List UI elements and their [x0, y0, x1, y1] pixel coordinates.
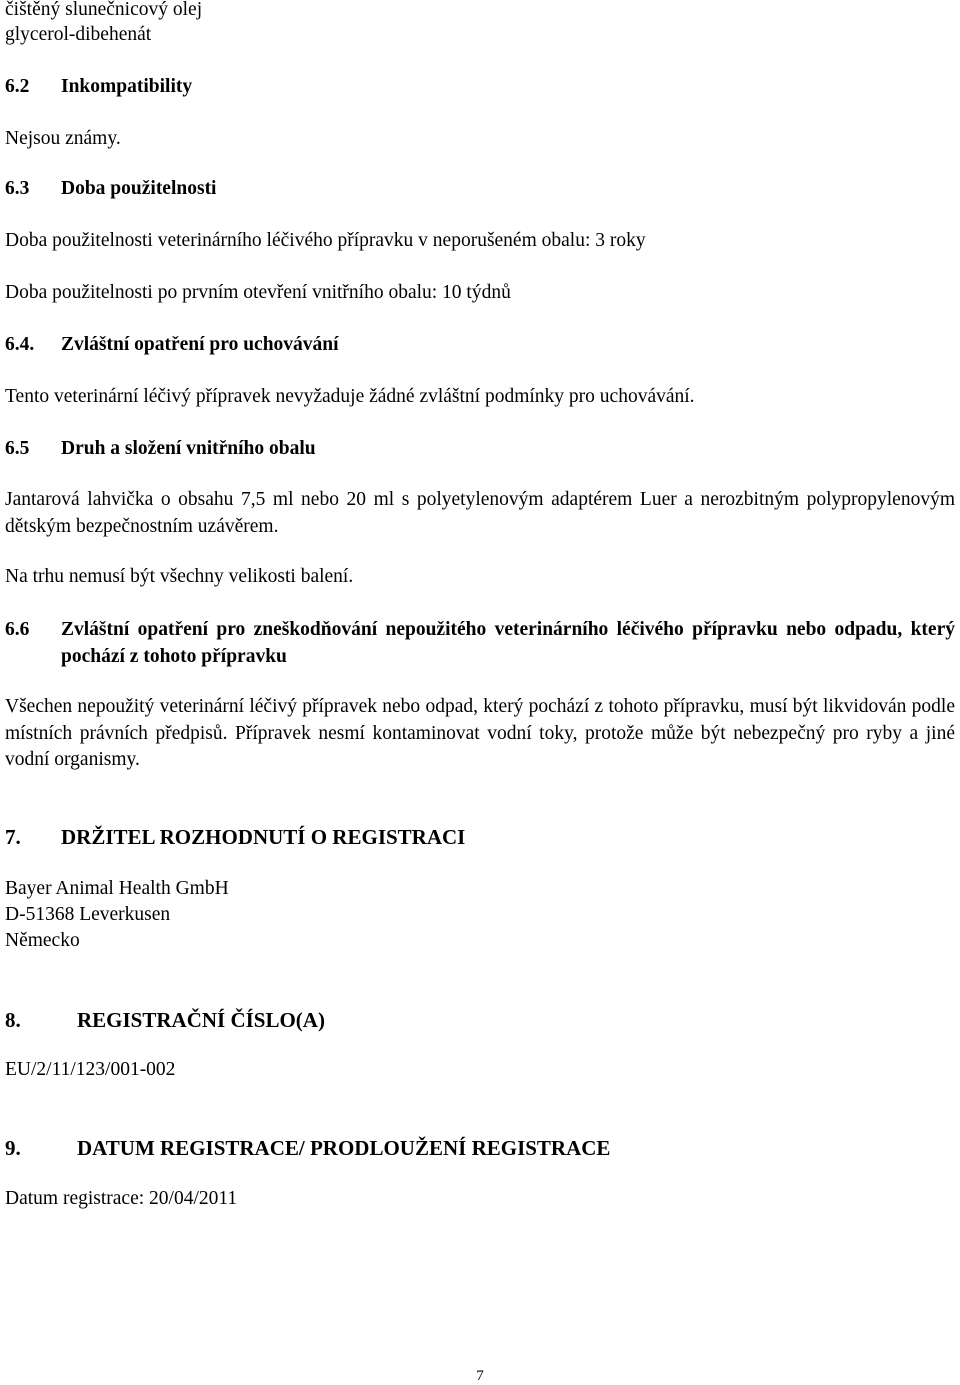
section-text: Doba použitelnosti veterinárního léčivého přípravku v neporušeném obalu: 3 roky — [5, 230, 646, 251]
section-heading-9 — [5, 1134, 610, 1162]
section-number: 8. — [5, 1008, 21, 1032]
holder-name: Bayer Animal Health GmbH — [5, 878, 229, 899]
section-paragraph: Všechen nepoužitý veterinární léčivý přípravek nebo odpad, který pochází z tohoto přípravku, musí být likvidován podle místních právních předpisů. Přípravek nesmí kontaminovat vodní toky, protože může být nebezpečný pro ryby a jiné vodní organismy. — [5, 696, 955, 770]
section-number: 6.2 — [5, 76, 30, 97]
section-heading-7 — [5, 823, 465, 851]
section-title: Doba použitelnosti — [61, 178, 217, 199]
registration-date: Datum registrace: 20/04/2011 — [5, 1188, 238, 1209]
ingredient-line: čištěný slunečnicový olej — [5, 0, 203, 20]
section-text: Doba použitelnosti po prvním otevření vnitřního obalu: 10 týdnů — [5, 282, 511, 303]
section-heading-6-2 — [5, 74, 192, 100]
section-heading-6-4 — [5, 332, 339, 358]
section-heading-6-6 — [5, 616, 955, 670]
section-paragraph: Jantarová lahvička o obsahu 7,5 ml nebo 20 ml s polyetylenovým adaptérem Luer a nerozbitným polypropylenovým dětským bezpečnostním uzávěrem. — [5, 489, 955, 537]
section-title: DATUM REGISTRACE/ PRODLOUŽENÍ REGISTRACE — [77, 1136, 611, 1160]
section-text: Na trhu nemusí být všechny velikosti balení. — [5, 566, 354, 587]
section-heading-6-3 — [5, 176, 216, 202]
section-number: 6.6 — [5, 619, 30, 640]
section-title: Zvláštní opatření pro zneškodňování nepoužitého veterinárního léčivého přípravku nebo odpadu, který pochází z tohoto přípravku — [61, 619, 955, 667]
section-title: REGISTRAČNÍ ČÍSLO(A) — [77, 1008, 325, 1032]
section-text: Tento veterinární léčivý přípravek nevyžaduje žádné zvláštní podmínky pro uchovávání. — [5, 386, 695, 407]
section-title: Druh a složení vnitřního obalu — [61, 438, 316, 459]
holder-country: Německo — [5, 930, 80, 951]
section-text: Nejsou známy. — [5, 128, 121, 149]
section-number: 6.4. — [5, 334, 35, 355]
section-heading-6-5 — [5, 436, 316, 462]
section-number: 9. — [5, 1136, 21, 1160]
section-title: Zvláštní opatření pro uchovávání — [61, 334, 339, 355]
section-number: 7. — [5, 825, 21, 849]
section-title: DRŽITEL ROZHODNUTÍ O REGISTRACI — [61, 825, 466, 849]
registration-number: EU/2/11/123/001-002 — [5, 1059, 176, 1080]
section-heading-8 — [5, 1006, 325, 1034]
section-number: 6.3 — [5, 178, 30, 199]
page-number: 7 — [476, 1368, 484, 1384]
holder-address: D-51368 Leverkusen — [5, 904, 171, 925]
ingredient-line: glycerol-dibehenát — [5, 24, 152, 45]
section-number: 6.5 — [5, 438, 30, 459]
section-title: Inkompatibility — [61, 76, 193, 97]
